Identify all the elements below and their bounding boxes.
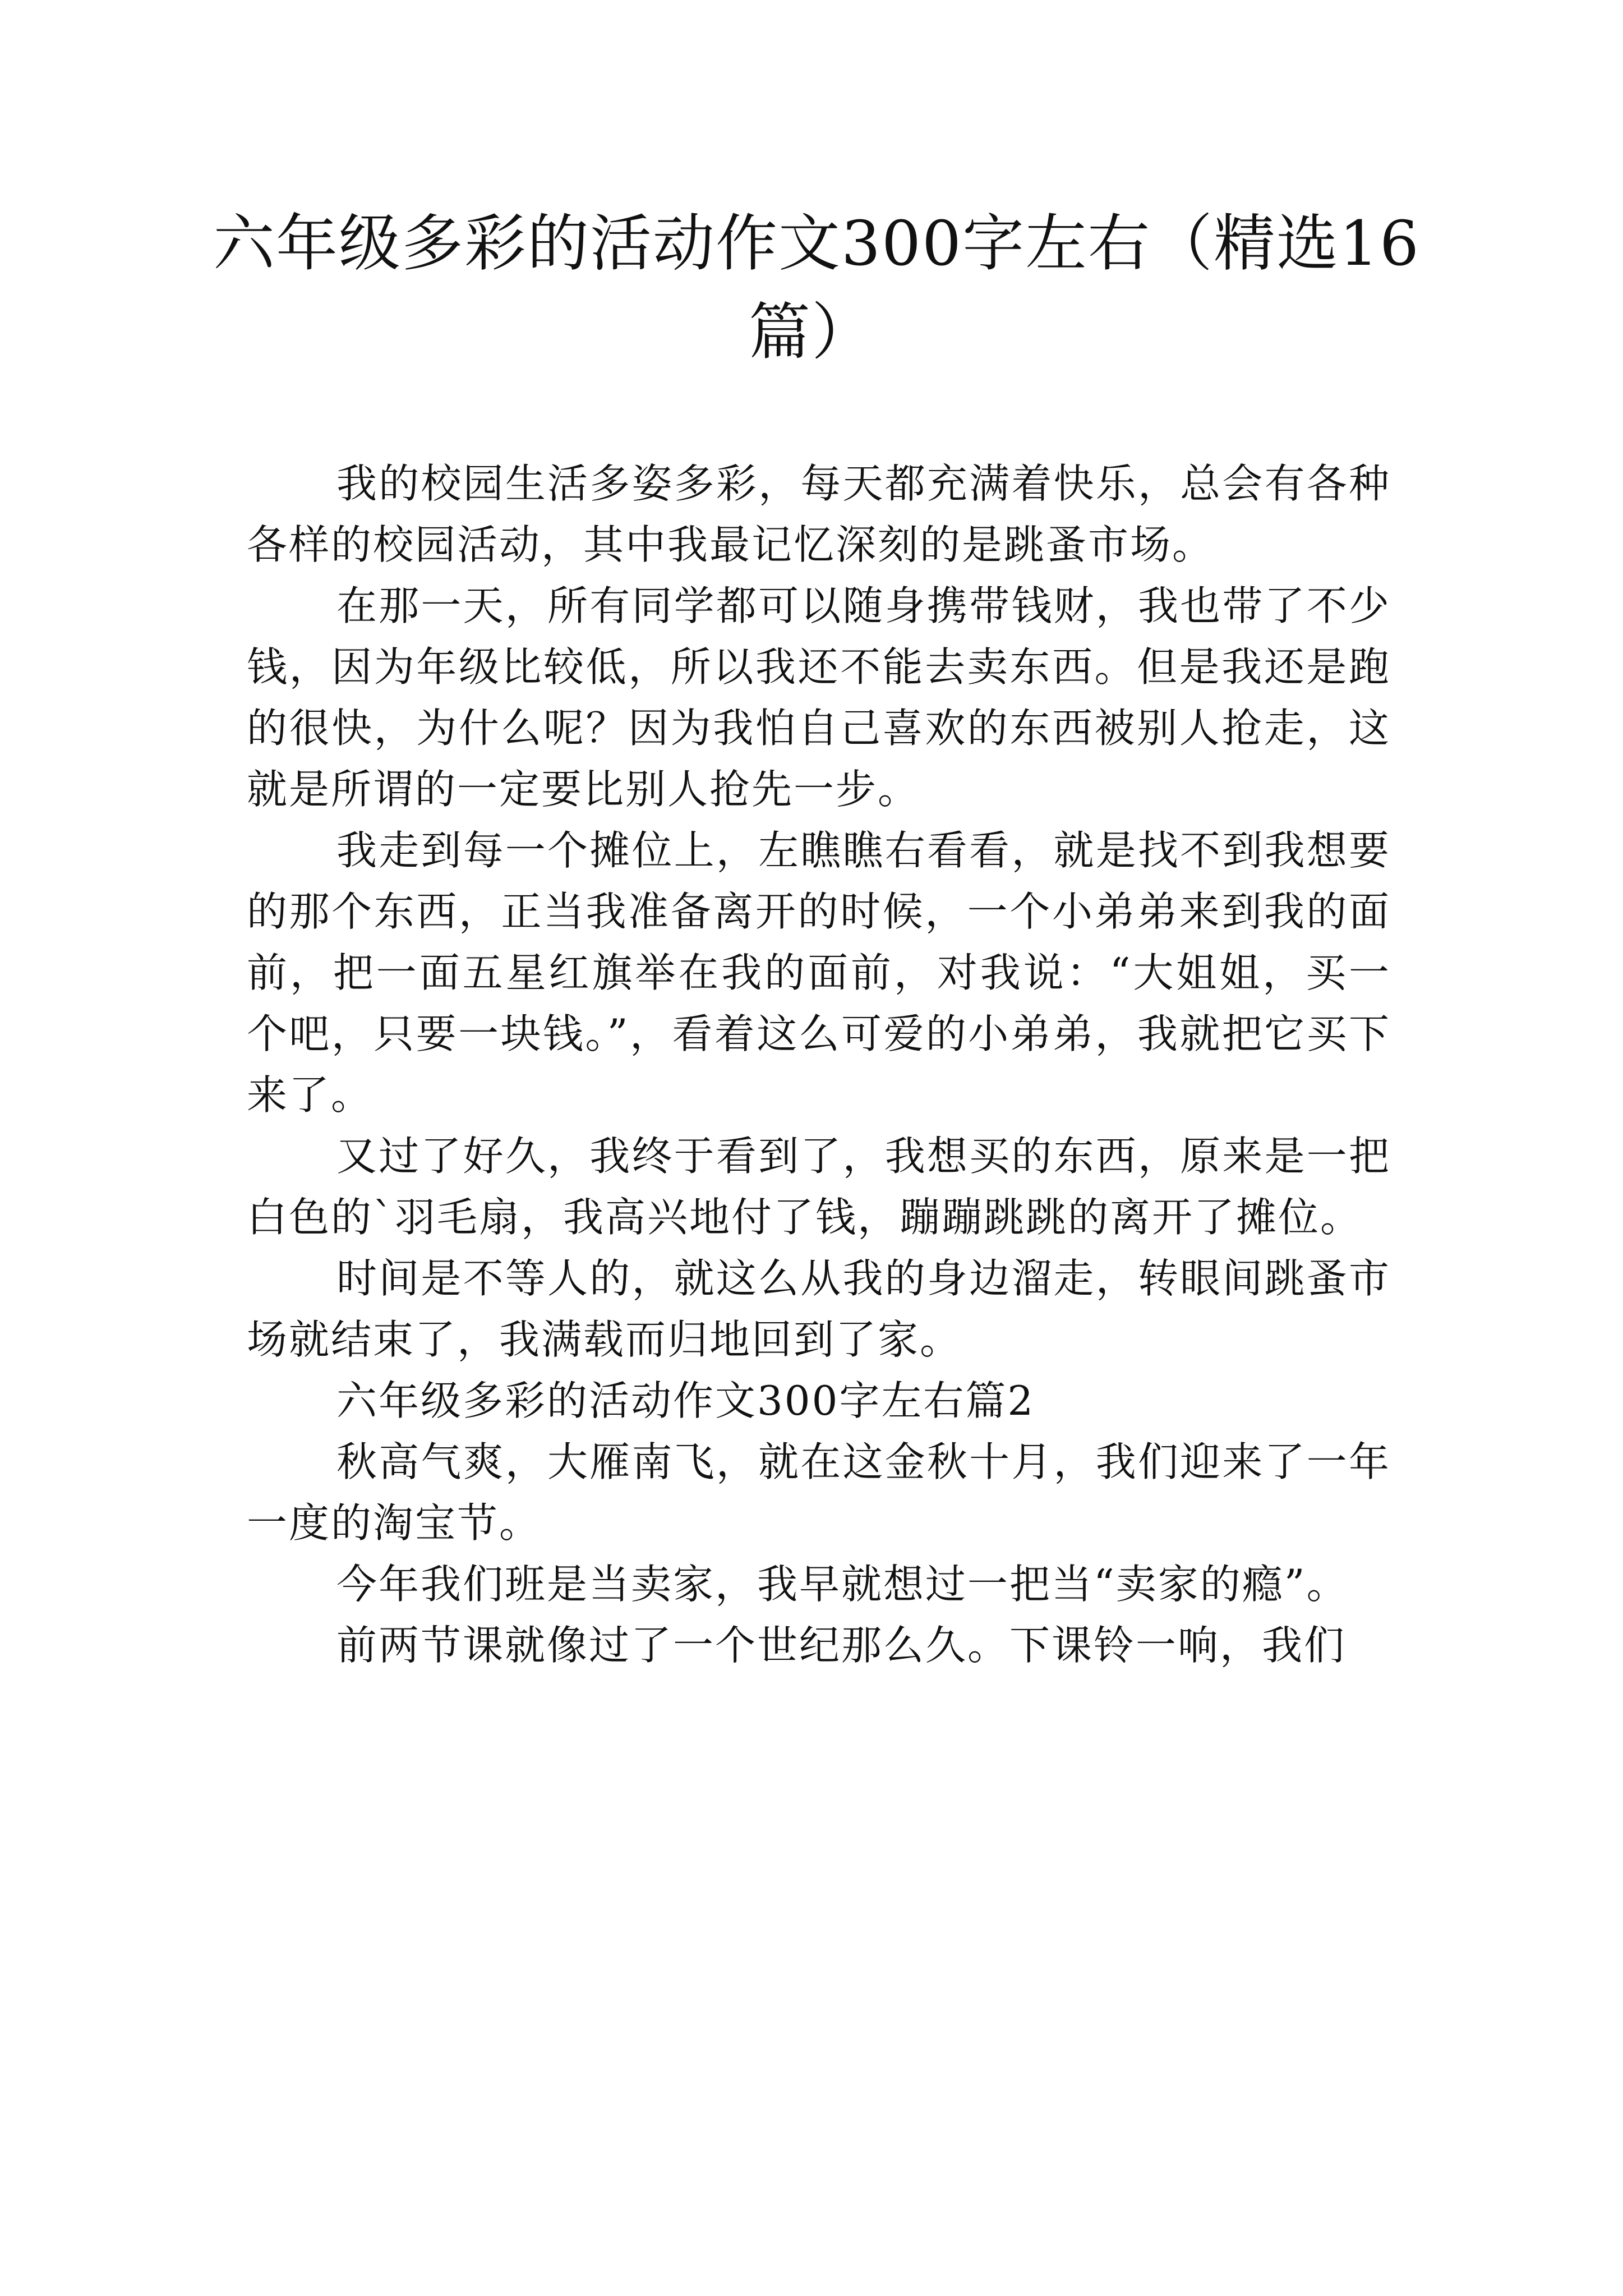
paragraph: 我走到每一个摊位上，左瞧瞧右看看，就是找不到我想要的那个东西，正当我准备离开的时候，一个小弟弟来到我的面前，把一面五星红旗举在我的面前，对我说：“大姐姐，买一个吧，只要一块钱。”，看着这么可爱的小弟弟，我就把它买下来了。 bbox=[247, 827, 1391, 1119]
paragraph: 今年我们班是当卖家，我早就想过一把当“卖家的瘾”。 bbox=[336, 1561, 1349, 1608]
title-line-2: 篇） bbox=[749, 296, 874, 368]
document-title bbox=[213, 199, 1420, 376]
document-body bbox=[247, 453, 1391, 1676]
paragraph: 又过了好久，我终于看到了，我想买的东西，原来是一把白色的`羽毛扇，我高兴地付了钱，蹦蹦跳跳的离开了摊位。 bbox=[247, 1133, 1391, 1241]
paragraph: 秋高气爽，大雁南飞，就在这金秋十月，我们迎来了一年一度的淘宝节。 bbox=[247, 1438, 1391, 1547]
section-heading: 六年级多彩的活动作文300字左右篇2 bbox=[336, 1377, 1035, 1424]
paragraph: 我的校园生活多姿多彩，每天都充满着快乐，总会有各种各样的校园活动，其中我最记忆深刻的是跳蚤市场。 bbox=[247, 460, 1391, 568]
title-line-1: 六年级多彩的活动作文300字左右（精选16 bbox=[213, 208, 1420, 279]
paragraph: 在那一天，所有同学都可以随身携带钱财，我也带了不少钱，因为年级比较低，所以我还不能去卖东西。但是我还是跑的很快，为什么呢？因为我怕自己喜欢的东西被别人抢走，这就是所谓的一定要比别人抢先一步。 bbox=[247, 582, 1391, 813]
paragraph: 前两节课就像过了一个世纪那么久。下课铃一响，我们 bbox=[336, 1622, 1347, 1669]
paragraph: 时间是不等人的，就这么从我的身边溜走，转眼间跳蚤市场就结束了，我满载而归地回到了家。 bbox=[247, 1255, 1391, 1363]
